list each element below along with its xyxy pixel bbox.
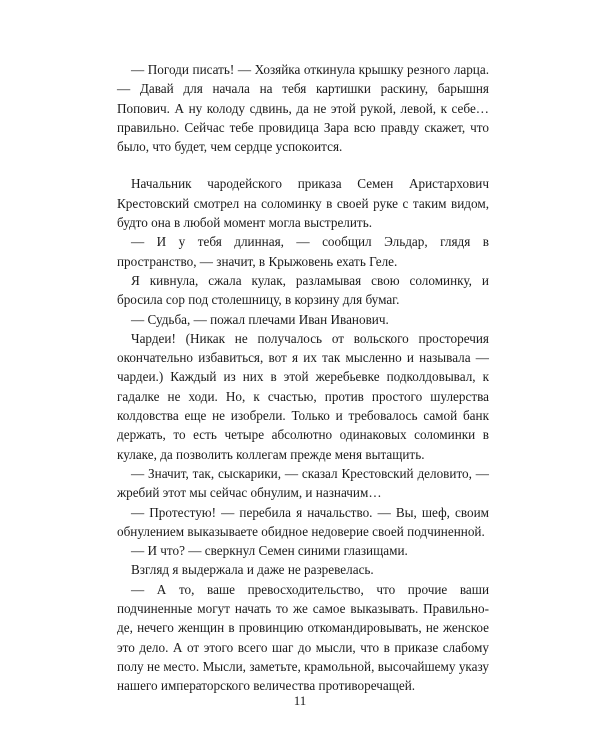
paragraph: — А то, ваше превосходительство, что прочие ваши подчиненные могут начать то же самое выказывать. Правильно-де, нечего женщин в провинцию откомандировывать, не женское это дело. А от этого всего шаг до мысли, что в приказе слабому полу не место. Мысли, заметьте, крамольной, высочайшему указу нашего императорского величества противоречащей.: [117, 581, 489, 694]
body-text: [117, 60, 489, 696]
page-number: 11: [293, 693, 307, 708]
paragraph: Взгляд я выдержала и даже не разревелась.: [131, 562, 374, 578]
paragraph: Начальник чародейского приказа Семен Аристархович Крестовский смотрел на соломинку в своей руке с таким видом, будто она в любой момент могла выстрелить.: [117, 176, 489, 231]
paragraph: — И у тебя длинная, — сообщил Эльдар, глядя в пространство, — значит, в Крыжовень ехать Геле.: [117, 234, 489, 269]
paragraph: — Значит, так, сыскарики, — сказал Крестовский деловито, — жребий этот мы сейчас обнулим, и назначим…: [117, 465, 489, 501]
paragraph: — Погоди писать! — Хозяйка откинула крышку резного ларца. — Давай для начала на тебя картишки раскину, барышня Попович. А ну колоду сдвинь, да не этой рукой, левой, к себе… правильно. Сейчас тебе провидица Зара всю правду скажет, что было, что будет, чем сердце успокоится.: [117, 62, 489, 155]
paragraph: — И что? — сверкнул Семен синими глазищами.: [131, 543, 408, 559]
paragraph: Я кивнула, сжала кулак, разламывая свою соломинку, и бросила сор под столешницу, в корзину для бумаг.: [117, 272, 489, 308]
paragraph: — Протестую! — перебила я начальство. — Вы, шеф, своим обнулением выказываете обидное недоверие своей подчиненной.: [117, 504, 489, 539]
paragraph: Чардеи! (Никак не получалось от вольского просторечия окончательно избавиться, вот я их так мысленно и называла — чардеи.) Каждый из них в этой жеребьевке подколдовывал, к гадалке не ходи. Но, к счастью, против простого шулерства колдовства еще не изобрели. Только и требовалось самой банк держать, то есть четыре абсолютно одинаковых соломинки в кулаке, да позволить коллегам прежде меня вытащить.: [117, 330, 489, 462]
paragraph: — Судьба, — пожал плечами Иван Иванович.: [131, 311, 389, 327]
